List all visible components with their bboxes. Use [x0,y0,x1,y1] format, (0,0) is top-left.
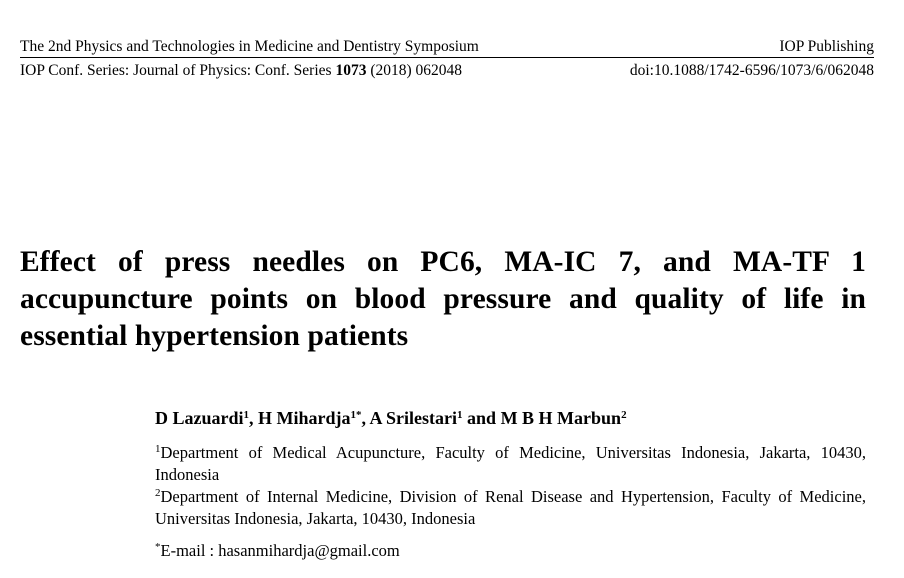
affiliation-mark: 1 [155,443,161,455]
running-header [20,36,874,58]
affiliation-1 [155,442,866,486]
author-affiliation-mark: 1* [350,409,362,421]
author-separator: , [361,408,370,428]
publisher-name: IOP Publishing [779,38,874,55]
email-mark: * [155,541,161,553]
email-address[interactable]: hasanmihardja@gmail.com [218,541,400,560]
affiliation-text: Department of Medical Acupuncture, Faculty of Medicine, Universitas Indonesia, Jakarta, 10430, Indonesia [155,443,866,484]
series-line [20,62,874,80]
series-suffix: (2018) 062048 [366,62,463,79]
doi-text: doi:10.1088/1742-6596/1073/6/062048 [629,62,874,79]
author-list [155,408,627,429]
affiliation-2 [155,486,866,530]
affiliation-text: Department of Internal Medicine, Division of Renal Disease and Hypertension, Faculty of Medicine, Universitas Indonesia, Jakarta, 10430, Indonesia [155,487,866,528]
author-name: A Srilestari [369,408,458,428]
author-affiliation-mark: 1 [243,409,250,421]
affiliation-mark: 2 [155,487,161,499]
author-name: M B H Marbun [500,408,622,428]
author-separator: , [249,408,259,428]
author-affiliation-mark: 2 [621,409,627,421]
conference-name: The 2nd Physics and Technologies in Medicine and Dentistry Symposium [20,38,479,55]
author-name: H Mihardja [258,408,351,428]
author-affiliation-mark: 1 [457,409,463,421]
paper-title: Effect of press needles on PC6, MA-IC 7, and MA-TF 1 accupuncture points on blood pressure and quality of life in essential hypertension patients [20,246,866,352]
author-name: D Lazuardi [155,408,244,428]
author-separator: and [462,408,501,428]
series-citation [20,62,462,80]
series-prefix: IOP Conf. Series: Journal of Physics: Conf. Series [20,62,336,79]
series-volume: 1073 [335,62,367,79]
email-label: E-mail : [160,541,219,560]
corresponding-email [155,540,400,562]
